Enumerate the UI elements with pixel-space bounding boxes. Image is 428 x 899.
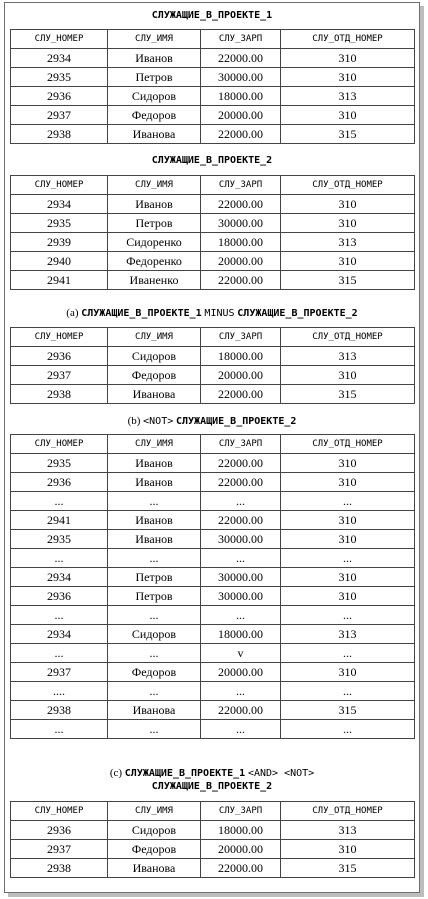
col-header-slu-nomer: СЛУ_НОМЕР [11, 435, 108, 454]
cell-slu-zarp: ... [201, 492, 281, 511]
cell-slu-nomer: ... [11, 492, 108, 511]
col-header-slu-nomer: СЛУ_НОМЕР [11, 30, 108, 49]
caption-relation: СЛУЖАЩИЕ_В_ПРОЕКТЕ_2 [176, 416, 297, 427]
table-header-row [11, 802, 415, 821]
cell-slu-imya: ... [108, 720, 201, 739]
table-row [11, 385, 415, 404]
table-row [11, 644, 415, 663]
cell-slu-zarp: 18000.00 [201, 821, 281, 840]
col-header-slu-imya: СЛУ_ИМЯ [108, 176, 201, 195]
col-header-slu-imya: СЛУ_ИМЯ [108, 435, 201, 454]
cell-slu-nomer: ... [11, 720, 108, 739]
cell-slu-otd-nomer: ... [281, 492, 415, 511]
cell-slu-zarp: 20000.00 [201, 366, 281, 385]
cell-slu-nomer: 2936 [11, 87, 108, 106]
cell-slu-zarp: 18000.00 [201, 347, 281, 366]
cell-slu-otd-nomer: ... [281, 644, 415, 663]
cell-slu-nomer: 2937 [11, 663, 108, 682]
cell-slu-imya: Иванов [108, 530, 201, 549]
cell-slu-imya: Иванов [108, 511, 201, 530]
cell-slu-imya: Федоров [108, 663, 201, 682]
cell-slu-zarp: ... [201, 549, 281, 568]
cell-slu-zarp: 18000.00 [201, 87, 281, 106]
cell-slu-otd-nomer: 310 [281, 214, 415, 233]
table-row [11, 859, 415, 878]
cell-slu-nomer: 2934 [11, 49, 108, 68]
cell-slu-nomer: ... [11, 644, 108, 663]
cell-slu-otd-nomer: 310 [281, 252, 415, 271]
table-row [11, 587, 415, 606]
cell-slu-zarp: 22000.00 [201, 454, 281, 473]
cell-slu-imya: Сидоренко [108, 233, 201, 252]
cell-slu-zarp: 22000.00 [201, 125, 281, 144]
cell-slu-imya: Сидоров [108, 87, 201, 106]
table-row [11, 625, 415, 644]
table-row [11, 492, 415, 511]
cell-slu-imya: Петров [108, 568, 201, 587]
cell-slu-zarp: 22000.00 [201, 49, 281, 68]
cell-slu-imya: Иванова [108, 859, 201, 878]
cell-slu-otd-nomer: ... [281, 682, 415, 701]
cell-slu-nomer: 2937 [11, 366, 108, 385]
col-header-slu-zarp: СЛУ_ЗАРП [201, 802, 281, 821]
cell-slu-otd-nomer: ... [281, 720, 415, 739]
cell-slu-imya: Иванов [108, 195, 201, 214]
cell-slu-imya: Иванов [108, 49, 201, 68]
cell-slu-otd-nomer: 315 [281, 701, 415, 720]
caption-relation-2: СЛУЖАЩИЕ_В_ПРОЕКТЕ_2 [237, 308, 358, 319]
cell-slu-imya: ... [108, 492, 201, 511]
cell-slu-nomer: 2934 [11, 195, 108, 214]
col-header-slu-otd-nomer: СЛУ_ОТД_НОМЕР [281, 328, 415, 347]
table-row [11, 49, 415, 68]
cell-slu-imya: Иванова [108, 385, 201, 404]
table-row [11, 366, 415, 385]
cell-slu-nomer: 2936 [11, 587, 108, 606]
table-row [11, 87, 415, 106]
table-row [11, 195, 415, 214]
table-row [11, 606, 415, 625]
cell-slu-otd-nomer: 315 [281, 385, 415, 404]
cell-slu-imya: Иванов [108, 454, 201, 473]
cell-slu-nomer: 2939 [11, 233, 108, 252]
table-row [11, 682, 415, 701]
table-row [11, 125, 415, 144]
col-header-slu-otd-nomer: СЛУ_ОТД_НОМЕР [281, 30, 415, 49]
col-header-slu-nomer: СЛУ_НОМЕР [11, 328, 108, 347]
cell-slu-zarp: 18000.00 [201, 625, 281, 644]
cell-slu-otd-nomer: 310 [281, 106, 415, 125]
table-row [11, 720, 415, 739]
table-row [11, 214, 415, 233]
table-row [11, 106, 415, 125]
table5 [10, 801, 415, 878]
cell-slu-nomer: 2934 [11, 568, 108, 587]
col-header-slu-imya: СЛУ_ИМЯ [108, 328, 201, 347]
col-header-slu-zarp: СЛУ_ЗАРП [201, 435, 281, 454]
cell-slu-nomer: 2938 [11, 385, 108, 404]
col-header-slu-nomer: СЛУ_НОМЕР [11, 802, 108, 821]
cell-slu-zarp: ... [201, 720, 281, 739]
cell-slu-imya: Сидоров [108, 821, 201, 840]
cell-slu-nomer: 2936 [11, 473, 108, 492]
cell-slu-otd-nomer: ... [281, 549, 415, 568]
table3 [10, 327, 415, 404]
cell-slu-otd-nomer: 310 [281, 49, 415, 68]
table2-title: СЛУЖАЩИЕ_В_ПРОЕКТЕ_2 [151, 155, 273, 166]
caption-operator: <AND> <NOT> [247, 768, 315, 779]
cell-slu-zarp: 30000.00 [201, 214, 281, 233]
col-header-slu-zarp: СЛУ_ЗАРП [201, 328, 281, 347]
cell-slu-nomer: 2936 [11, 347, 108, 366]
table-header-row [11, 435, 415, 454]
table-row [11, 663, 415, 682]
table3-caption [5, 307, 419, 320]
table-row [11, 271, 415, 290]
cell-slu-imya: ... [108, 682, 201, 701]
cell-slu-imya: Федоров [108, 106, 201, 125]
cell-slu-otd-nomer: 313 [281, 821, 415, 840]
cell-slu-otd-nomer: 315 [281, 125, 415, 144]
cell-slu-otd-nomer: 310 [281, 473, 415, 492]
table-row [11, 821, 415, 840]
col-header-slu-nomer: СЛУ_НОМЕР [11, 176, 108, 195]
cell-slu-zarp: 22000.00 [201, 859, 281, 878]
cell-slu-otd-nomer: 313 [281, 625, 415, 644]
cell-slu-zarp: 18000.00 [201, 233, 281, 252]
cell-slu-imya: Иванова [108, 701, 201, 720]
cell-slu-zarp: 20000.00 [201, 663, 281, 682]
cell-slu-imya: Петров [108, 68, 201, 87]
col-header-slu-imya: СЛУ_ИМЯ [108, 30, 201, 49]
cell-slu-otd-nomer: 310 [281, 568, 415, 587]
col-header-slu-zarp: СЛУ_ЗАРП [201, 176, 281, 195]
cell-slu-zarp: 20000.00 [201, 840, 281, 859]
col-header-slu-imya: СЛУ_ИМЯ [108, 802, 201, 821]
cell-slu-otd-nomer: ... [281, 606, 415, 625]
table-row [11, 233, 415, 252]
cell-slu-nomer: ... [11, 549, 108, 568]
col-header-slu-otd-nomer: СЛУ_ОТД_НОМЕР [281, 176, 415, 195]
caption-relation-1: СЛУЖАЩИЕ_В_ПРОЕКТЕ_1 [81, 308, 202, 319]
caption-operator: MINUS [204, 308, 235, 319]
cell-slu-imya: ... [108, 606, 201, 625]
cell-slu-nomer: 2937 [11, 106, 108, 125]
table-row [11, 454, 415, 473]
cell-slu-zarp: 30000.00 [201, 530, 281, 549]
caption-prefix: (c) [109, 767, 123, 779]
col-header-slu-otd-nomer: СЛУ_ОТД_НОМЕР [281, 435, 415, 454]
cell-slu-nomer: 2938 [11, 859, 108, 878]
cell-slu-otd-nomer: 310 [281, 195, 415, 214]
cell-slu-zarp: 30000.00 [201, 68, 281, 87]
cell-slu-nomer: 2934 [11, 625, 108, 644]
cell-slu-zarp: 22000.00 [201, 195, 281, 214]
cell-slu-imya: Иваненко [108, 271, 201, 290]
table-row [11, 701, 415, 720]
cell-slu-nomer: 2935 [11, 454, 108, 473]
table-row [11, 840, 415, 859]
table-header-row [11, 176, 415, 195]
cell-slu-imya: Петров [108, 587, 201, 606]
cell-slu-zarp: 22000.00 [201, 511, 281, 530]
cell-slu-zarp: 22000.00 [201, 473, 281, 492]
table-row [11, 252, 415, 271]
cell-slu-imya: Иванов [108, 473, 201, 492]
cell-slu-imya: Петров [108, 214, 201, 233]
cell-slu-zarp: ... [201, 606, 281, 625]
table-header-row [11, 30, 415, 49]
cell-slu-otd-nomer: 313 [281, 233, 415, 252]
table-row [11, 511, 415, 530]
table-row [11, 473, 415, 492]
cell-slu-zarp: 22000.00 [201, 271, 281, 290]
col-header-slu-otd-nomer: СЛУ_ОТД_НОМЕР [281, 802, 415, 821]
cell-slu-nomer: 2940 [11, 252, 108, 271]
cell-slu-nomer: 2935 [11, 530, 108, 549]
caption-prefix: (a) [66, 307, 79, 319]
cell-slu-imya: Иванова [108, 125, 201, 144]
cell-slu-zarp: v [201, 644, 281, 663]
table-row [11, 530, 415, 549]
cell-slu-nomer: 2935 [11, 214, 108, 233]
col-header-slu-zarp: СЛУ_ЗАРП [201, 30, 281, 49]
cell-slu-zarp: 22000.00 [201, 701, 281, 720]
cell-slu-imya: Федоров [108, 840, 201, 859]
cell-slu-nomer: 2938 [11, 701, 108, 720]
cell-slu-otd-nomer: 313 [281, 347, 415, 366]
cell-slu-imya: Сидоров [108, 625, 201, 644]
figure-frame [4, 2, 420, 893]
cell-slu-nomer: 2937 [11, 840, 108, 859]
cell-slu-nomer: 2941 [11, 511, 108, 530]
cell-slu-nomer: .... [11, 682, 108, 701]
cell-slu-otd-nomer: 310 [281, 587, 415, 606]
table1 [10, 29, 415, 144]
cell-slu-otd-nomer: 310 [281, 366, 415, 385]
table-row [11, 347, 415, 366]
cell-slu-otd-nomer: 315 [281, 859, 415, 878]
table2 [10, 175, 415, 290]
table1-title: СЛУЖАЩИЕ_В_ПРОЕКТЕ_1 [151, 10, 273, 21]
table4-caption [5, 415, 419, 428]
table4 [10, 434, 415, 739]
table-row [11, 568, 415, 587]
cell-slu-nomer: ... [11, 606, 108, 625]
cell-slu-nomer: 2936 [11, 821, 108, 840]
table5-caption [5, 767, 419, 780]
cell-slu-zarp: 20000.00 [201, 252, 281, 271]
cell-slu-otd-nomer: 310 [281, 530, 415, 549]
cell-slu-zarp: 30000.00 [201, 587, 281, 606]
caption-operator: <NOT> [143, 416, 174, 427]
table-row [11, 68, 415, 87]
cell-slu-nomer: 2938 [11, 125, 108, 144]
caption-prefix: (b) [127, 415, 141, 427]
cell-slu-otd-nomer: 310 [281, 454, 415, 473]
cell-slu-imya: Федоров [108, 366, 201, 385]
cell-slu-otd-nomer: 310 [281, 68, 415, 87]
cell-slu-imya: Федоренко [108, 252, 201, 271]
cell-slu-otd-nomer: 313 [281, 87, 415, 106]
cell-slu-otd-nomer: 310 [281, 511, 415, 530]
cell-slu-zarp: 20000.00 [201, 106, 281, 125]
cell-slu-zarp: ... [201, 682, 281, 701]
cell-slu-imya: ... [108, 549, 201, 568]
table-row [11, 549, 415, 568]
cell-slu-otd-nomer: 310 [281, 663, 415, 682]
cell-slu-nomer: 2941 [11, 271, 108, 290]
table5-caption-line2: СЛУЖАЩИЕ_В_ПРОЕКТЕ_2 [151, 781, 273, 792]
cell-slu-zarp: 22000.00 [201, 385, 281, 404]
cell-slu-otd-nomer: 310 [281, 840, 415, 859]
cell-slu-imya: Сидоров [108, 347, 201, 366]
cell-slu-nomer: 2935 [11, 68, 108, 87]
caption-relation-1: СЛУЖАЩИЕ_В_ПРОЕКТЕ_1 [124, 768, 246, 779]
cell-slu-zarp: 30000.00 [201, 568, 281, 587]
table-header-row [11, 328, 415, 347]
cell-slu-otd-nomer: 315 [281, 271, 415, 290]
cell-slu-imya: ... [108, 644, 201, 663]
